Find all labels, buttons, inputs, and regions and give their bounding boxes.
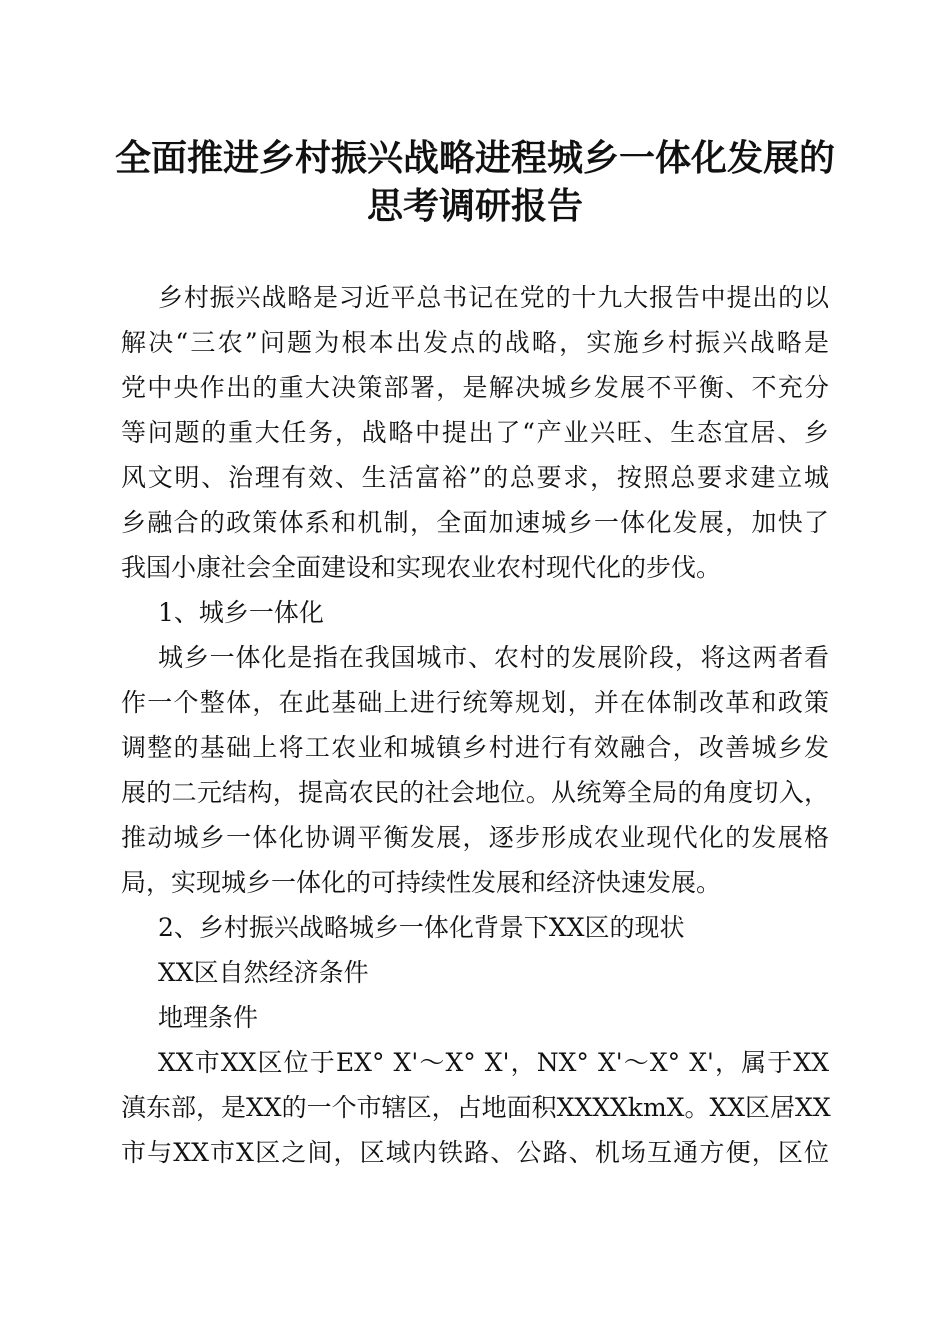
section-heading: 1、城乡一体化: [158, 598, 324, 627]
paragraph-line: 推动城乡一体化协调平衡发展，逐步形成农业现代化的发展格: [121, 823, 829, 852]
subsection-heading: XX区自然经济条件: [158, 958, 369, 987]
paragraph-line: 作一个整体，在此基础上进行统筹规划，并在体制改革和政策: [121, 688, 829, 717]
paragraph-line: 党中央作出的重大决策部署，是解决城乡发展不平衡、不充分: [121, 373, 829, 402]
paragraph-line: 等问题的重大任务，战略中提出了“产业兴旺、生态宜居、乡: [121, 418, 829, 447]
paragraph-line: 乡村振兴战略是习近平总书记在党的十九大报告中提出的以: [158, 283, 829, 312]
paragraph-line: XX市XX区位于EX° X'～X° X'，NX° X'～X° X'，属于XX: [158, 1048, 829, 1077]
paragraph-line: 城乡一体化是指在我国城市、农村的发展阶段，将这两者看: [158, 643, 829, 672]
paragraph-line: 我国小康社会全面建设和实现农业农村现代化的步伐。: [121, 553, 722, 582]
document-title-line-1: 全面推进乡村振兴战略进程城乡一体化发展的: [114, 137, 835, 179]
paragraph-line: 风文明、治理有效、生活富裕”的总要求，按照总要求建立城: [121, 463, 829, 492]
paragraph-line: 解决“三农”问题为根本出发点的战略，实施乡村振兴战略是: [121, 328, 829, 357]
subsection-heading: 地理条件: [158, 1003, 259, 1032]
paragraph-line: 滇东部，是XX的一个市辖区，占地面积XXXXkmX。XX区居XX: [121, 1093, 831, 1122]
paragraph-line: 市与XX市X区之间，区域内铁路、公路、机场互通方便，区位: [121, 1138, 829, 1167]
paragraph-line: 展的二元结构，提高农民的社会地位。从统筹全局的角度切入，: [121, 778, 829, 807]
document-title-line-2: 思考调研报告: [366, 185, 583, 227]
paragraph-line: 调整的基础上将工农业和城镇乡村进行有效融合，改善城乡发: [121, 733, 829, 762]
paragraph-line: 乡融合的政策体系和机制，全面加速城乡一体化发展，加快了: [121, 508, 829, 537]
section-heading: 2、乡村振兴战略城乡一体化背景下XX区的现状: [158, 913, 685, 942]
paragraph-line: 局，实现城乡一体化的可持续性发展和经济快速发展。: [121, 868, 722, 897]
